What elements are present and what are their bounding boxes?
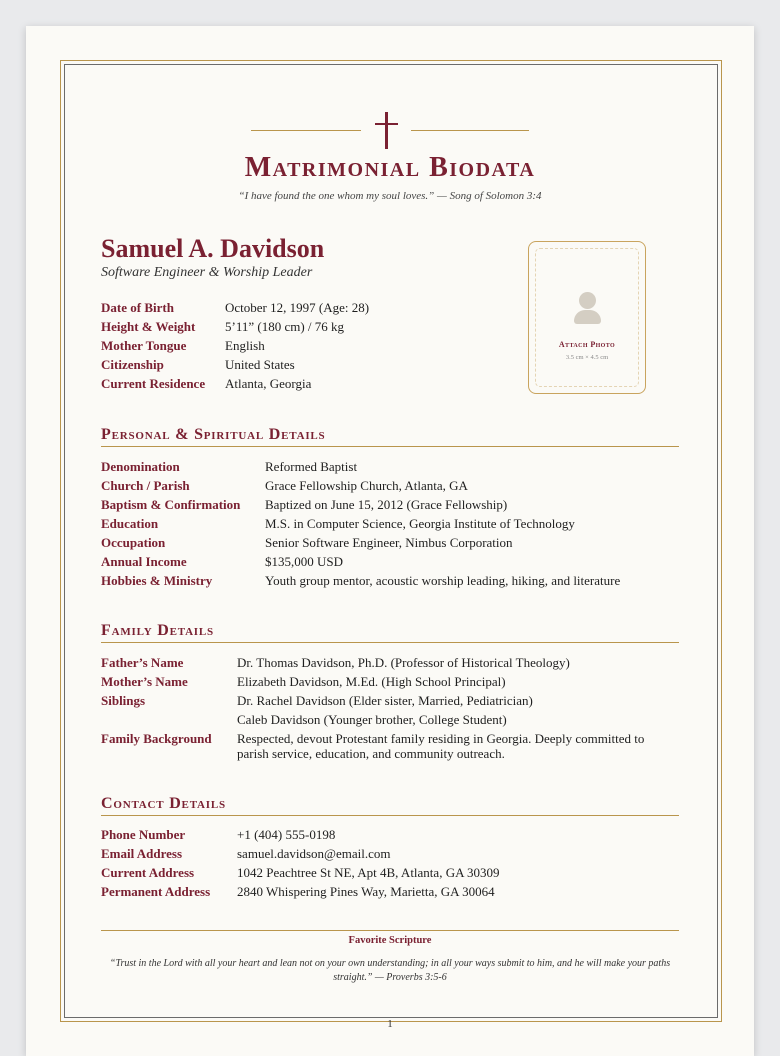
scripture-title: Favorite Scripture: [348, 935, 432, 946]
fact-value: English: [225, 338, 265, 353]
candidate-name: Samuel A. Davidson: [101, 234, 325, 263]
fact-label: Current Residence: [101, 376, 206, 391]
detail-label: Hobbies & Ministry: [101, 573, 213, 588]
document-title: Matrimonial Biodata: [244, 152, 536, 183]
fact-row: [101, 336, 369, 355]
sibling-item: Dr. Rachel Davidson (Elder sister, Married, Pediatrician): [237, 693, 533, 708]
fact-row: [101, 374, 369, 393]
detail-value: Youth group mentor, acoustic worship leading, hiking, and literature: [265, 573, 621, 588]
section-title-family: Family Details: [101, 622, 679, 643]
detail-value: Reformed Baptist: [265, 459, 358, 474]
page-number: 1: [387, 1018, 393, 1030]
permanent-address: 2840 Whispering Pines Way, Marietta, GA 30064: [237, 884, 495, 899]
phone-number: +1 (404) 555-0198: [237, 827, 336, 842]
detail-value: Grace Fellowship Church, Atlanta, GA: [265, 478, 468, 493]
detail-label: Father’s Name: [101, 655, 184, 670]
photo-placeholder[interactable]: [528, 241, 646, 394]
detail-label: Church / Parish: [101, 478, 190, 493]
detail-label: Education: [101, 516, 159, 531]
detail-row: [101, 457, 620, 476]
basic-facts: [101, 298, 369, 393]
detail-row: [101, 691, 679, 729]
fact-label: Height & Weight: [101, 319, 196, 334]
detail-row: [101, 863, 500, 882]
detail-value: Baptized on June 15, 2012 (Grace Fellowship): [265, 497, 508, 512]
detail-label: Current Address: [101, 865, 195, 880]
detail-label: Annual Income: [101, 554, 187, 569]
candidate-profession: Software Engineer & Worship Leader: [101, 265, 313, 280]
detail-row: [101, 476, 620, 495]
cross-icon-bar: [375, 123, 398, 125]
cross-ornament: [26, 112, 754, 152]
detail-row: [101, 514, 620, 533]
fact-value: 5’11” (180 cm) / 76 kg: [225, 319, 345, 334]
fact-label: Mother Tongue: [101, 338, 187, 353]
detail-label: Mother’s Name: [101, 674, 188, 689]
detail-row: [101, 844, 500, 863]
motto: “I have found the one whom my soul loves.” — Song of Solomon 3:4: [238, 190, 542, 202]
detail-value: M.S. in Computer Science, Georgia Institute of Technology: [265, 516, 575, 531]
detail-label: Phone Number: [101, 827, 186, 842]
detail-label: Siblings: [101, 693, 146, 708]
detail-label: Permanent Address: [101, 884, 211, 899]
mother-name: Elizabeth Davidson, M.Ed. (High School Principal): [237, 674, 506, 689]
detail-label: Denomination: [101, 459, 180, 474]
fact-value: Atlanta, Georgia: [225, 376, 312, 391]
section-title-contact: Contact Details: [101, 795, 679, 816]
current-address: 1042 Peachtree St NE, Apt 4B, Atlanta, GA 30309: [237, 865, 500, 880]
photo-label: Attach Photo: [558, 340, 616, 349]
photo-size: 3.5 cm × 4.5 cm: [565, 354, 609, 361]
avatar-icon-body: [574, 310, 601, 324]
siblings-list: [237, 691, 533, 729]
father-name: Dr. Thomas Davidson, Ph.D. (Professor of Historical Theology): [237, 655, 570, 670]
detail-label: Baptism & Confirmation: [101, 497, 241, 512]
detail-label: Email Address: [101, 846, 183, 861]
detail-row: [101, 731, 679, 761]
detail-label: Family Background: [101, 731, 212, 746]
family-details: [101, 653, 679, 761]
scripture-divider: [101, 930, 679, 931]
detail-value: $135,000 USD: [265, 554, 344, 569]
detail-row: [101, 571, 620, 590]
detail-row: [101, 825, 500, 844]
biodata-page: [26, 26, 754, 1056]
detail-label: Occupation: [101, 535, 166, 550]
fact-label: Date of Birth: [101, 300, 174, 315]
detail-row: [101, 882, 500, 901]
detail-row: [101, 495, 620, 514]
detail-row: [101, 672, 679, 691]
family-background: Respected, devout Protestant family residing in Georgia. Deeply committed to parish service, education, and community outreach.: [237, 731, 645, 761]
detail-row: [101, 653, 679, 672]
cross-icon: [385, 112, 388, 149]
fact-row: [101, 317, 369, 336]
sibling-item: Caleb Davidson (Younger brother, College Student): [237, 712, 507, 727]
detail-row: [101, 533, 620, 552]
email-address: samuel.davidson@email.com: [237, 846, 391, 861]
fact-row: [101, 355, 369, 374]
detail-value: Senior Software Engineer, Nimbus Corporation: [265, 535, 513, 550]
fact-row: [101, 298, 369, 317]
scripture-text: “Trust in the Lord with all your heart and lean not on your own understanding; in all your ways submit to him, and he will make your paths straight.” — Proverbs 3:5-6: [109, 958, 671, 983]
personal-details: [101, 457, 620, 590]
avatar-icon: [579, 292, 596, 309]
detail-row: [101, 552, 620, 571]
section-title-personal: Personal & Spiritual Details: [101, 426, 679, 447]
contact-details: [101, 825, 500, 901]
fact-label: Citizenship: [101, 357, 164, 372]
fact-value: October 12, 1997 (Age: 28): [225, 300, 370, 315]
ornament-line-right: [411, 130, 529, 131]
ornament-line-left: [251, 130, 361, 131]
fact-value: United States: [225, 357, 295, 372]
